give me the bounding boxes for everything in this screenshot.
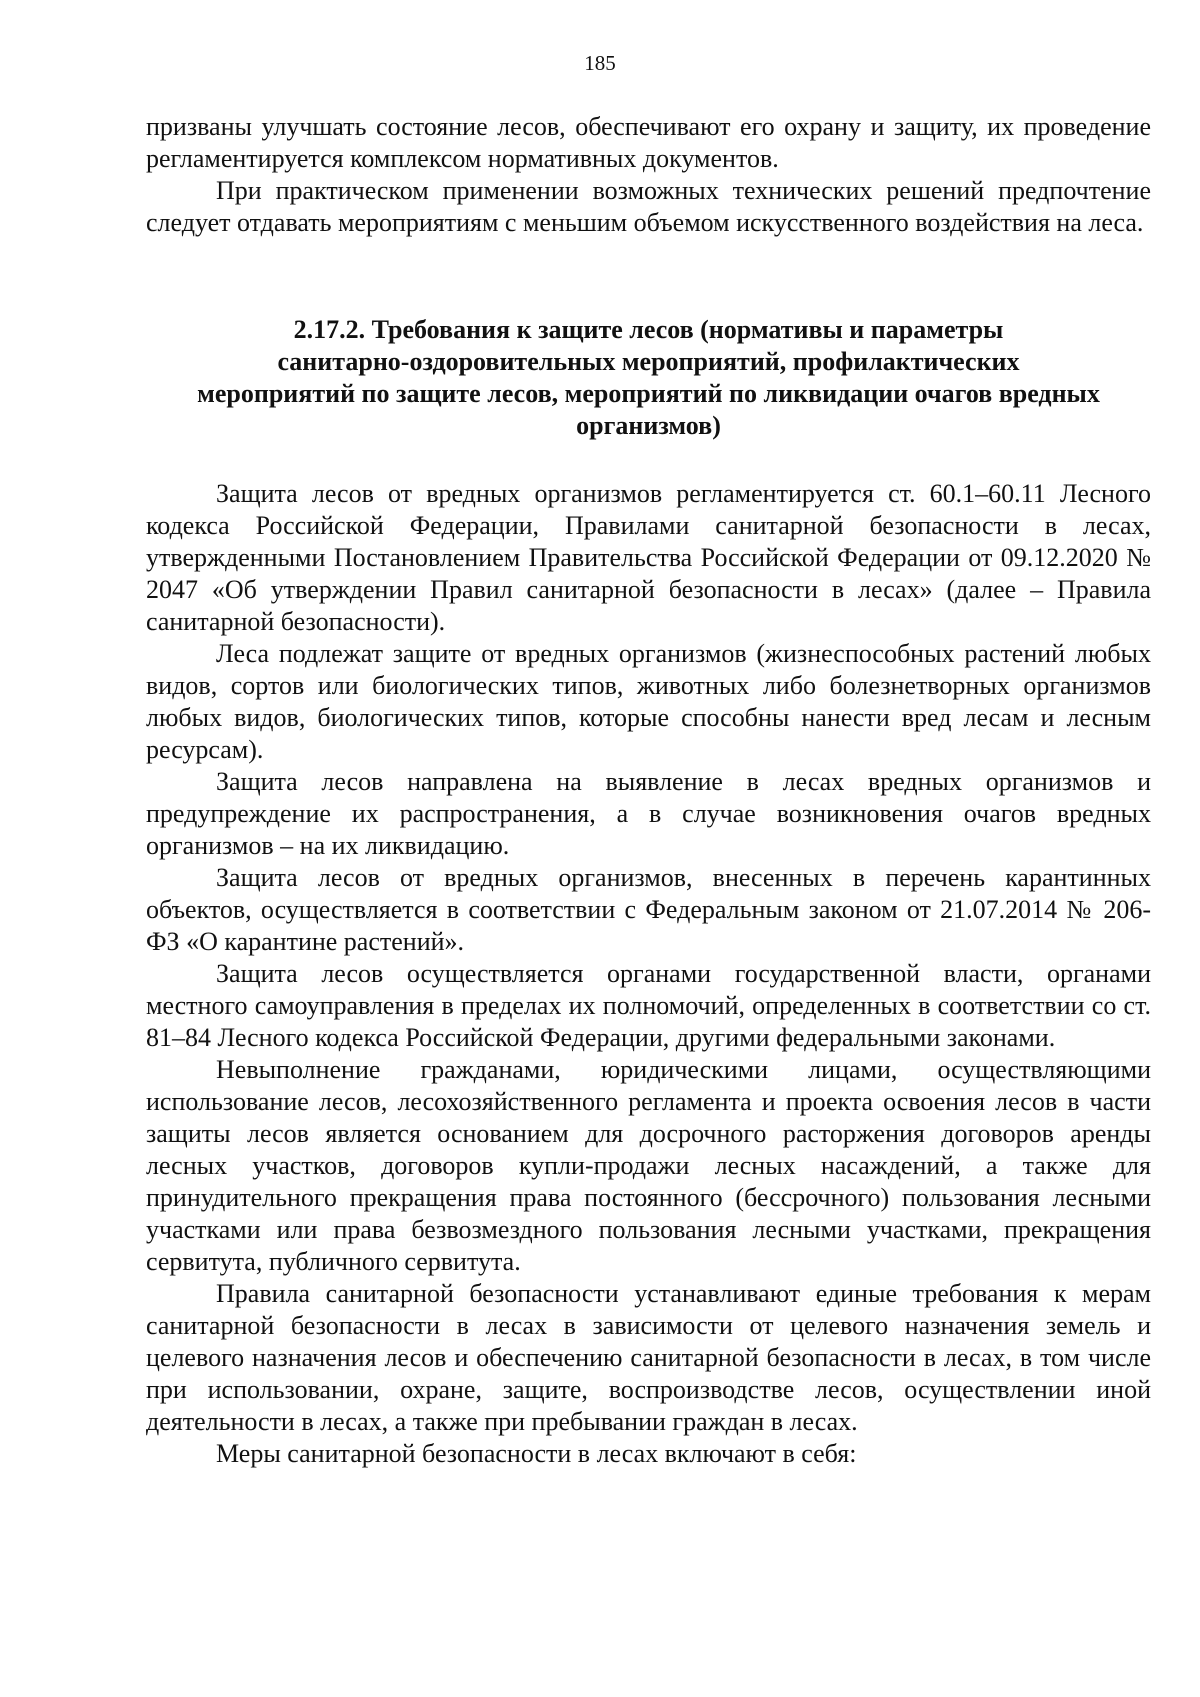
body-paragraph: Защита лесов осуществляется органами государственной власти, органами местного самоуправления в пределах их полномочий, определенных в соответствии со ст. 81–84 Лесного кодекса Российской Федерации, другими федеральными законами.	[146, 959, 1151, 1052]
section-heading-line: организмов)	[576, 411, 721, 440]
body-paragraph: Защита лесов от вредных организмов, внесенных в перечень карантинных объектов, осуществляется в соответствии с Федеральным законом от 21.07.2014 № 206-ФЗ «О карантине растений».	[146, 863, 1151, 956]
intro-paragraph: призваны улучшать состояние лесов, обеспечивают его охрану и защиту, их проведение регламентируется комплексом нормативных документов.	[146, 112, 1151, 173]
body-paragraph: Меры санитарной безопасности в лесах включают в себя:	[216, 1439, 857, 1468]
page-number: 185	[584, 51, 616, 75]
body-paragraph: Леса подлежат защите от вредных организмов (жизнеспособных растений любых видов, сортов или биологических типов, животных либо болезнетворных организмов любых видов, биологических типов, которые способны нанести вред лесам и лесным ресурсам).	[146, 639, 1151, 764]
section-heading-line: 2.17.2. Требования к защите лесов (нормативы и параметры	[293, 315, 1004, 344]
body-paragraph: Защита лесов от вредных организмов регламентируется ст. 60.1–60.11 Лесного кодекса Российской Федерации, Правилами санитарной безопасности в лесах, утвержденными Постановлением Правительства Российской Федерации от 09.12.2020 № 2047 «Об утверждении Правил санитарной безопасности в лесах» (далее – Правила санитарной безопасности).	[146, 479, 1151, 636]
section-heading-line: мероприятий по защите лесов, мероприятий по ликвидации очагов вредных	[197, 379, 1100, 408]
section-heading	[146, 314, 1151, 442]
page-content	[146, 111, 1151, 1470]
body-paragraph: Правила санитарной безопасности устанавливают единые требования к мерам санитарной безопасности в лесах в зависимости от целевого назначения земель и целевого назначения лесов и обеспечению санитарной безопасности в лесах, в том числе при использовании, охране, защите, воспроизводстве лесов, осуществлении иной деятельности в лесах, а также при пребывании граждан в лесах.	[146, 1279, 1151, 1436]
body-paragraph: Защита лесов направлена на выявление в лесах вредных организмов и предупреждение их распространения, а в случае возникновения очагов вредных организмов – на их ликвидацию.	[146, 767, 1151, 860]
section-heading-line: санитарно-оздоровительных мероприятий, профилактических	[277, 347, 1020, 376]
heading-spacer	[146, 442, 1151, 478]
body-paragraph: Невыполнение гражданами, юридическими лицами, осуществляющими использование лесов, лесохозяйственного регламента и проекта освоения лесов в части защиты лесов является основанием для досрочного расторжения договоров аренды лесных участков, договоров купли-продажи лесных насаждений, а также для принудительного прекращения права постоянного (бессрочного) пользования лесными участками или права безвозмездного пользования лесными участками, прекращения сервитута, публичного сервитута.	[146, 1055, 1151, 1276]
intro-paragraph: При практическом применении возможных технических решений предпочтение следует отдавать мероприятиям с меньшим объемом искусственного воздействия на леса.	[146, 176, 1151, 237]
